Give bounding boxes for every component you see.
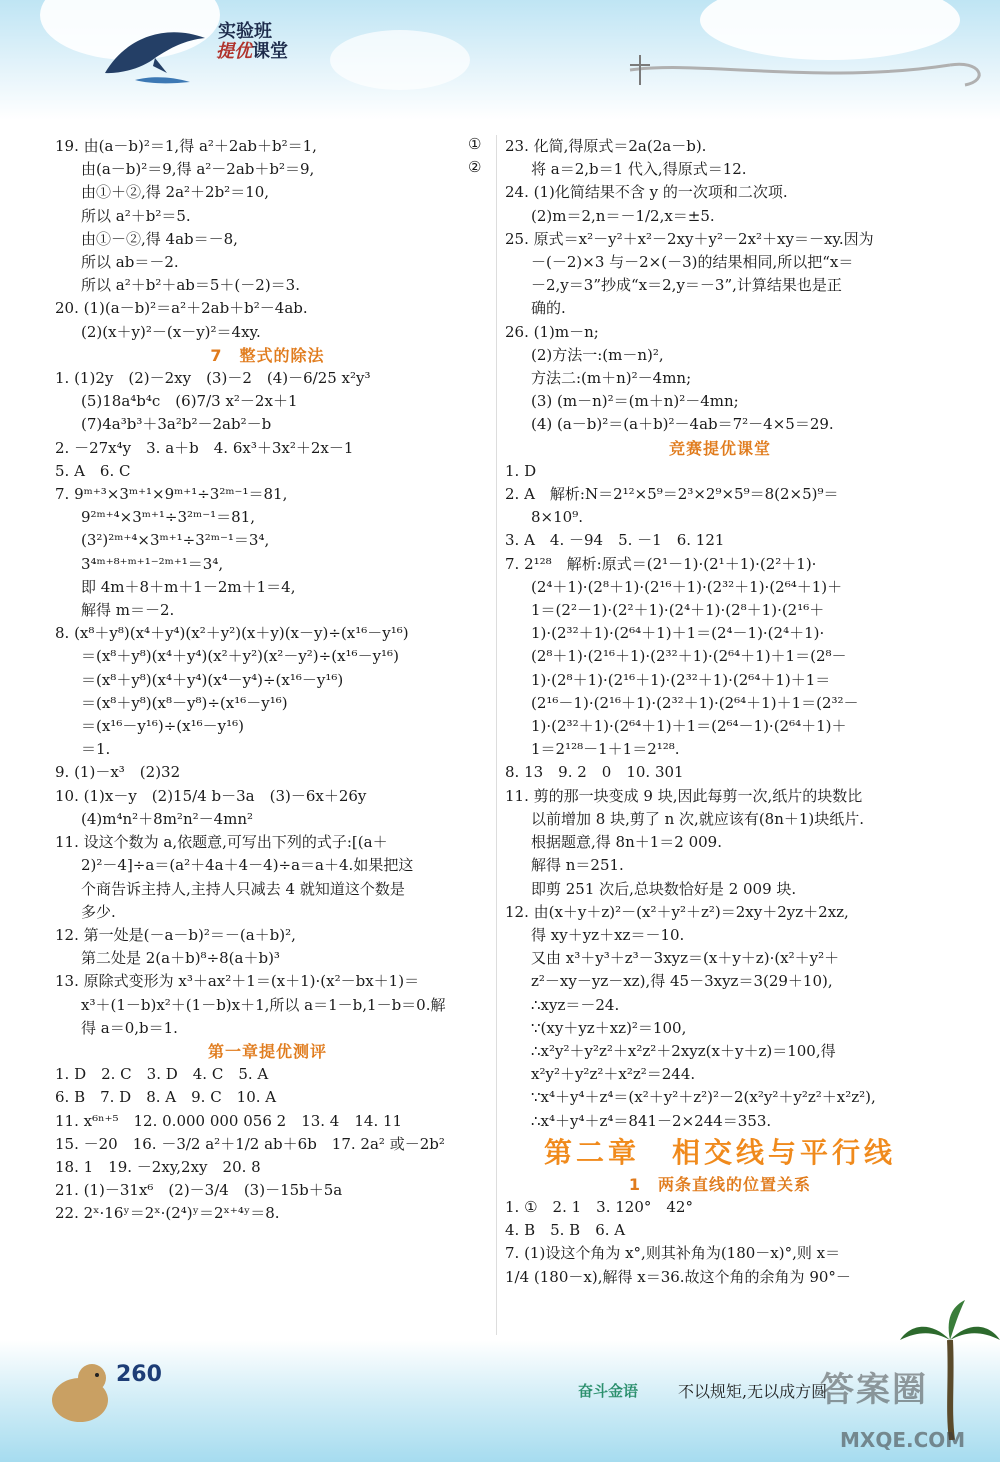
- answer-line: x³＋(1－b)x²＋(1－b)x＋1,所以 a＝1－b,1－b＝0.解: [81, 995, 446, 1014]
- answer-column-right: [505, 135, 935, 1289]
- section-heading: 第一章提优测评: [207, 1041, 327, 1061]
- answer-line: 得 xy＋yz＋xz＝－10.: [531, 925, 685, 944]
- answer-line: (2)(x＋y)²－(x－y)²＝4xy.: [81, 322, 261, 341]
- answer-line: 5. A 6. C: [55, 461, 131, 480]
- series-title-hand: 提优: [216, 41, 252, 62]
- answer-line: 方法二:(m＋n)²－4mn;: [531, 369, 692, 388]
- answer-line: (7)4a³b³＋3a²b²－2ab²－b: [81, 415, 272, 434]
- motto-label: 奋斗金语: [578, 1382, 639, 1400]
- rope-anchor-icon: [620, 40, 1000, 100]
- watermark-logo: 答案圈: [820, 1370, 928, 1410]
- answer-line: (2)方法一:(m－n)²,: [531, 345, 664, 364]
- answer-line: 1＝2¹²⁸－1＋1＝2¹²⁸.: [531, 740, 680, 759]
- answer-line: 10. (1)x－y (2)15/4 b－3a (3)－6x＋26y: [55, 786, 367, 805]
- answer-line: z²－xy－yz－xz),得 45－3xyz＝3(29＋10),: [531, 972, 833, 991]
- section-heading: 7 整式的除法: [210, 345, 325, 365]
- answer-line: 18. 1 19. －2xy,2xy 20. 8: [55, 1157, 261, 1176]
- answer-line: x²y²＋y²z²＋x²z²＝244.: [531, 1065, 696, 1084]
- answer-line: 4. B 5. B 6. A: [505, 1221, 626, 1240]
- motto-text: 不以规矩,无以成方圆: [678, 1382, 828, 1401]
- answer-line: 1)·(2³²＋1)·(2⁶⁴＋1)＋1＝(2⁴－1)·(2⁴＋1)·: [531, 624, 825, 643]
- answer-line: 6. B 7. D 8. A 9. C 10. A: [55, 1088, 277, 1107]
- answer-line: ∴xyz＝－24.: [531, 995, 620, 1014]
- chapter-heading: 第二章 相交线与平行线: [543, 1135, 896, 1169]
- answer-line: (3) (m－n)²＝(m＋n)²－4mn;: [531, 392, 739, 411]
- answer-line: 1. D: [505, 461, 537, 480]
- page-number: 260: [116, 1362, 162, 1387]
- circled-marker: ①: [468, 135, 482, 153]
- answer-line: 确的.: [531, 299, 566, 318]
- answer-line: 2. A 解析:N＝2¹²×5⁹＝2³×2⁹×5⁹＝8(2×5)⁹＝: [505, 485, 839, 504]
- series-logo: [218, 22, 288, 62]
- answer-line: 2. －27x⁴y 3. a＋b 4. 6x³＋3x²＋2x－1: [55, 438, 354, 457]
- section-heading: 1 两条直线的位置关系: [628, 1174, 812, 1194]
- answer-line: 个商告诉主持人,主持人只减去 4 就知道这个数是: [81, 879, 405, 898]
- answer-line: 解得 m＝－2.: [81, 601, 175, 620]
- answer-line: ∴x⁴＋y⁴＋z⁴＝841－2×244＝353.: [531, 1111, 772, 1130]
- answer-line: 由(a－b)²＝9,得 a²－2ab＋b²＝9,: [81, 160, 315, 179]
- answer-line: 24. (1)化简结果不含 y 的一次项和二次项.: [505, 183, 788, 202]
- answer-line: (2)m＝2,n＝－1/2,x＝±5.: [531, 206, 715, 225]
- answer-line: 7. (1)设这个角为 x°,则其补角为(180－x)°,则 x＝: [505, 1244, 841, 1263]
- answer-line: 20. (1)(a－b)²＝a²＋2ab＋b²－4ab.: [55, 299, 308, 318]
- answer-line: 8. (x⁸＋y⁸)(x⁴＋y⁴)(x²＋y²)(x＋y)(x－y)÷(x¹⁶－y¹⁶): [55, 624, 409, 643]
- answer-line: 1＝(2²－1)·(2²＋1)·(2⁴＋1)·(2⁸＋1)·(2¹⁶＋: [531, 601, 825, 620]
- answer-line: (5)18a⁴b⁴c (6)7/3 x²－2x＋1: [81, 392, 298, 411]
- answer-line: 7. 2¹²⁸ 解析:原式＝(2¹－1)·(2¹＋1)·(2²＋1)·: [505, 554, 817, 573]
- answer-line: 又由 x³＋y³＋z³－3xyz＝(x＋y＋z)·(x²＋y²＋: [531, 949, 840, 968]
- answer-line: 11. 剪的那一块变成 9 块,因此每剪一次,纸片的块数比: [505, 786, 863, 805]
- answer-line: 9. (1)－x³ (2)32: [55, 763, 181, 782]
- answer-line: 1. D 2. C 3. D 4. C 5. A: [55, 1065, 269, 1084]
- answer-line: 3. A 4. －94 5. －1 6. 121: [505, 531, 725, 550]
- answer-line: 11. 设这个数为 a,依题意,可写出下列的式子:[(a＋: [55, 833, 388, 852]
- answer-line: ＝(x⁸＋y⁸)(x⁸－y⁸)÷(x¹⁶－y¹⁶): [81, 693, 288, 712]
- watermark-url: MXQE.COM: [840, 1428, 966, 1452]
- answer-line: 1)·(2⁸＋1)·(2¹⁶＋1)·(2³²＋1)·(2⁶⁴＋1)＋1＝: [531, 670, 831, 689]
- answer-line: ＝(x⁸＋y⁸)(x⁴＋y⁴)(x²＋y²)(x²－y²)÷(x¹⁶－y¹⁶): [81, 647, 399, 666]
- answer-line: 19. 由(a－b)²＝1,得 a²＋2ab＋b²＝1,: [55, 137, 317, 155]
- answer-line: ∵x⁴＋y⁴＋z⁴＝(x²＋y²＋z²)²－2(x²y²＋y²z²＋x²z²),: [531, 1088, 876, 1107]
- answer-line: 由①＋②,得 2a²＋2b²＝10,: [81, 183, 270, 202]
- answer-line: (2⁴＋1)·(2⁸＋1)·(2¹⁶＋1)·(2³²＋1)·(2⁶⁴＋1)＋: [531, 577, 843, 596]
- answer-line: ＝(x¹⁶－y¹⁶)÷(x¹⁶－y¹⁶): [81, 717, 244, 736]
- answer-line: (2¹⁶－1)·(2¹⁶＋1)·(2³²＋1)·(2⁶⁴＋1)＋1＝(2³²－: [531, 693, 859, 712]
- answer-line: ＝1.: [81, 740, 111, 759]
- answer-line: 8×10⁹.: [531, 508, 583, 527]
- dolphin-icon: [95, 18, 215, 88]
- page-header: [0, 0, 1000, 120]
- column-divider: [496, 135, 497, 1335]
- answer-line: 2)²－4]÷a＝(a²＋4a＋4－4)÷a＝a＋4.如果把这: [81, 856, 414, 875]
- section-heading: 竞赛提优课堂: [668, 438, 771, 458]
- answer-line: 即 4m＋8＋m＋1－2m＋1＝4,: [81, 577, 296, 596]
- answer-line: 25. 原式＝x²－y²＋x²－2xy＋y²－2x²＋xy＝－xy.因为: [505, 229, 874, 248]
- answer-line: 26. (1)m－n;: [505, 322, 599, 341]
- answer-line: 12. 由(x＋y＋z)²－(x²＋y²＋z²)＝2xy＋2yz＋2xz,: [505, 902, 849, 921]
- answer-line: 7. 9ᵐ⁺³×3ᵐ⁺¹×9ᵐ⁺¹÷3²ᵐ⁻¹＝81,: [55, 485, 288, 504]
- circled-marker: ②: [468, 158, 482, 176]
- answer-line: －2,y＝3”抄成“x＝2,y＝－3”,计算结果也是正: [531, 276, 842, 295]
- answer-line: 21. (1)－31x⁶ (2)－3/4 (3)－15b＋5a: [55, 1181, 343, 1200]
- answer-line: 所以 a²＋b²＝5.: [81, 206, 191, 225]
- answer-line: 得 a＝0,b＝1.: [81, 1018, 178, 1037]
- answer-line: 9²ᵐ⁺⁴×3ᵐ⁺¹÷3²ᵐ⁻¹＝81,: [81, 508, 256, 527]
- answer-line: 第二处是 2(a＋b)⁸÷8(a＋b)³: [81, 949, 280, 968]
- answer-line: (3²)²ᵐ⁺⁴×3ᵐ⁺¹÷3²ᵐ⁻¹＝3⁴,: [81, 531, 270, 550]
- answer-line: 1)·(2³²＋1)·(2⁶⁴＋1)＋1＝(2⁶⁴－1)·(2⁶⁴＋1)＋: [531, 717, 847, 736]
- answer-line: 将 a＝2,b＝1 代入,得原式＝12.: [531, 160, 747, 179]
- answer-line: 1/4 (180－x),解得 x＝36.故这个角的余角为 90°－: [505, 1267, 851, 1286]
- series-title-line2: 课堂: [252, 41, 288, 62]
- answer-line: ∴x²y²＋y²z²＋x²z²＋2xyz(x＋y＋z)＝100,得: [531, 1041, 836, 1060]
- answer-line: 由①－②,得 4ab＝－8,: [81, 229, 238, 248]
- answer-line: 22. 2ˣ·16ʸ＝2ˣ·(2⁴)ʸ＝2ˣ⁺⁴ʸ＝8.: [55, 1204, 280, 1223]
- cloud-decoration: [330, 30, 470, 90]
- answer-line: (2⁸＋1)·(2¹⁶＋1)·(2³²＋1)·(2⁶⁴＋1)＋1＝(2⁸－: [531, 647, 847, 666]
- answer-line: 11. x⁶ⁿ⁺⁵ 12. 0.000 000 056 2 13. 4 14. 11: [55, 1111, 403, 1130]
- answer-line: 根据题意,得 8n＋1＝2 009.: [531, 833, 722, 852]
- answer-line: (4)m⁴n²＋8m²n²－4mn²: [81, 809, 254, 828]
- series-title-line1: 实验班: [218, 21, 272, 42]
- answer-line: 多少.: [81, 902, 116, 921]
- answer-line: 12. 第一处是(－a－b)²＝－(a＋b)²,: [55, 925, 296, 944]
- answer-line: 即剪 251 次后,总块数恰好是 2 009 块.: [531, 879, 797, 898]
- answer-line: 所以 ab＝－2.: [81, 253, 179, 272]
- answer-line: －(－2)×3 与－2×(－3)的结果相同,所以把“x＝: [531, 253, 854, 272]
- answer-line: 以前增加 8 块,剪了 n 次,就应该有(8n＋1)块纸片.: [531, 809, 865, 828]
- answer-column-left: [55, 135, 480, 1226]
- answer-line: 3⁴ᵐ⁺⁸⁺ᵐ⁺¹⁻²ᵐ⁺¹＝3⁴,: [81, 554, 224, 573]
- answer-line: 所以 a²＋b²＋ab＝5＋(－2)＝3.: [81, 276, 300, 295]
- seal-icon: [40, 1350, 120, 1430]
- answer-line: 23. 化简,得原式＝2a(2a－b).: [505, 137, 707, 155]
- answer-line: (4) (a－b)²＝(a＋b)²－4ab＝7²－4×5＝29.: [531, 415, 834, 434]
- answer-line: 15. －20 16. －3/2 a²＋1/2 ab＋6b 17. 2a² 或－2b²: [55, 1134, 445, 1153]
- answer-line: 1. (1)2y (2)－2xy (3)－2 (4)－6/25 x²y³: [55, 369, 371, 388]
- answer-line: 1. ① 2. 1 3. 120° 42°: [505, 1197, 693, 1216]
- answer-line: ＝(x⁸＋y⁸)(x⁴＋y⁴)(x⁴－y⁴)÷(x¹⁶－y¹⁶): [81, 670, 344, 689]
- answer-line: 13. 原除式变形为 x³＋ax²＋1＝(x＋1)·(x²－bx＋1)＝: [55, 972, 420, 991]
- answer-line: 8. 13 9. 2 0 10. 301: [505, 763, 684, 782]
- answer-line: ∵(xy＋yz＋xz)²＝100,: [531, 1018, 687, 1037]
- answer-line: 解得 n＝251.: [531, 856, 624, 875]
